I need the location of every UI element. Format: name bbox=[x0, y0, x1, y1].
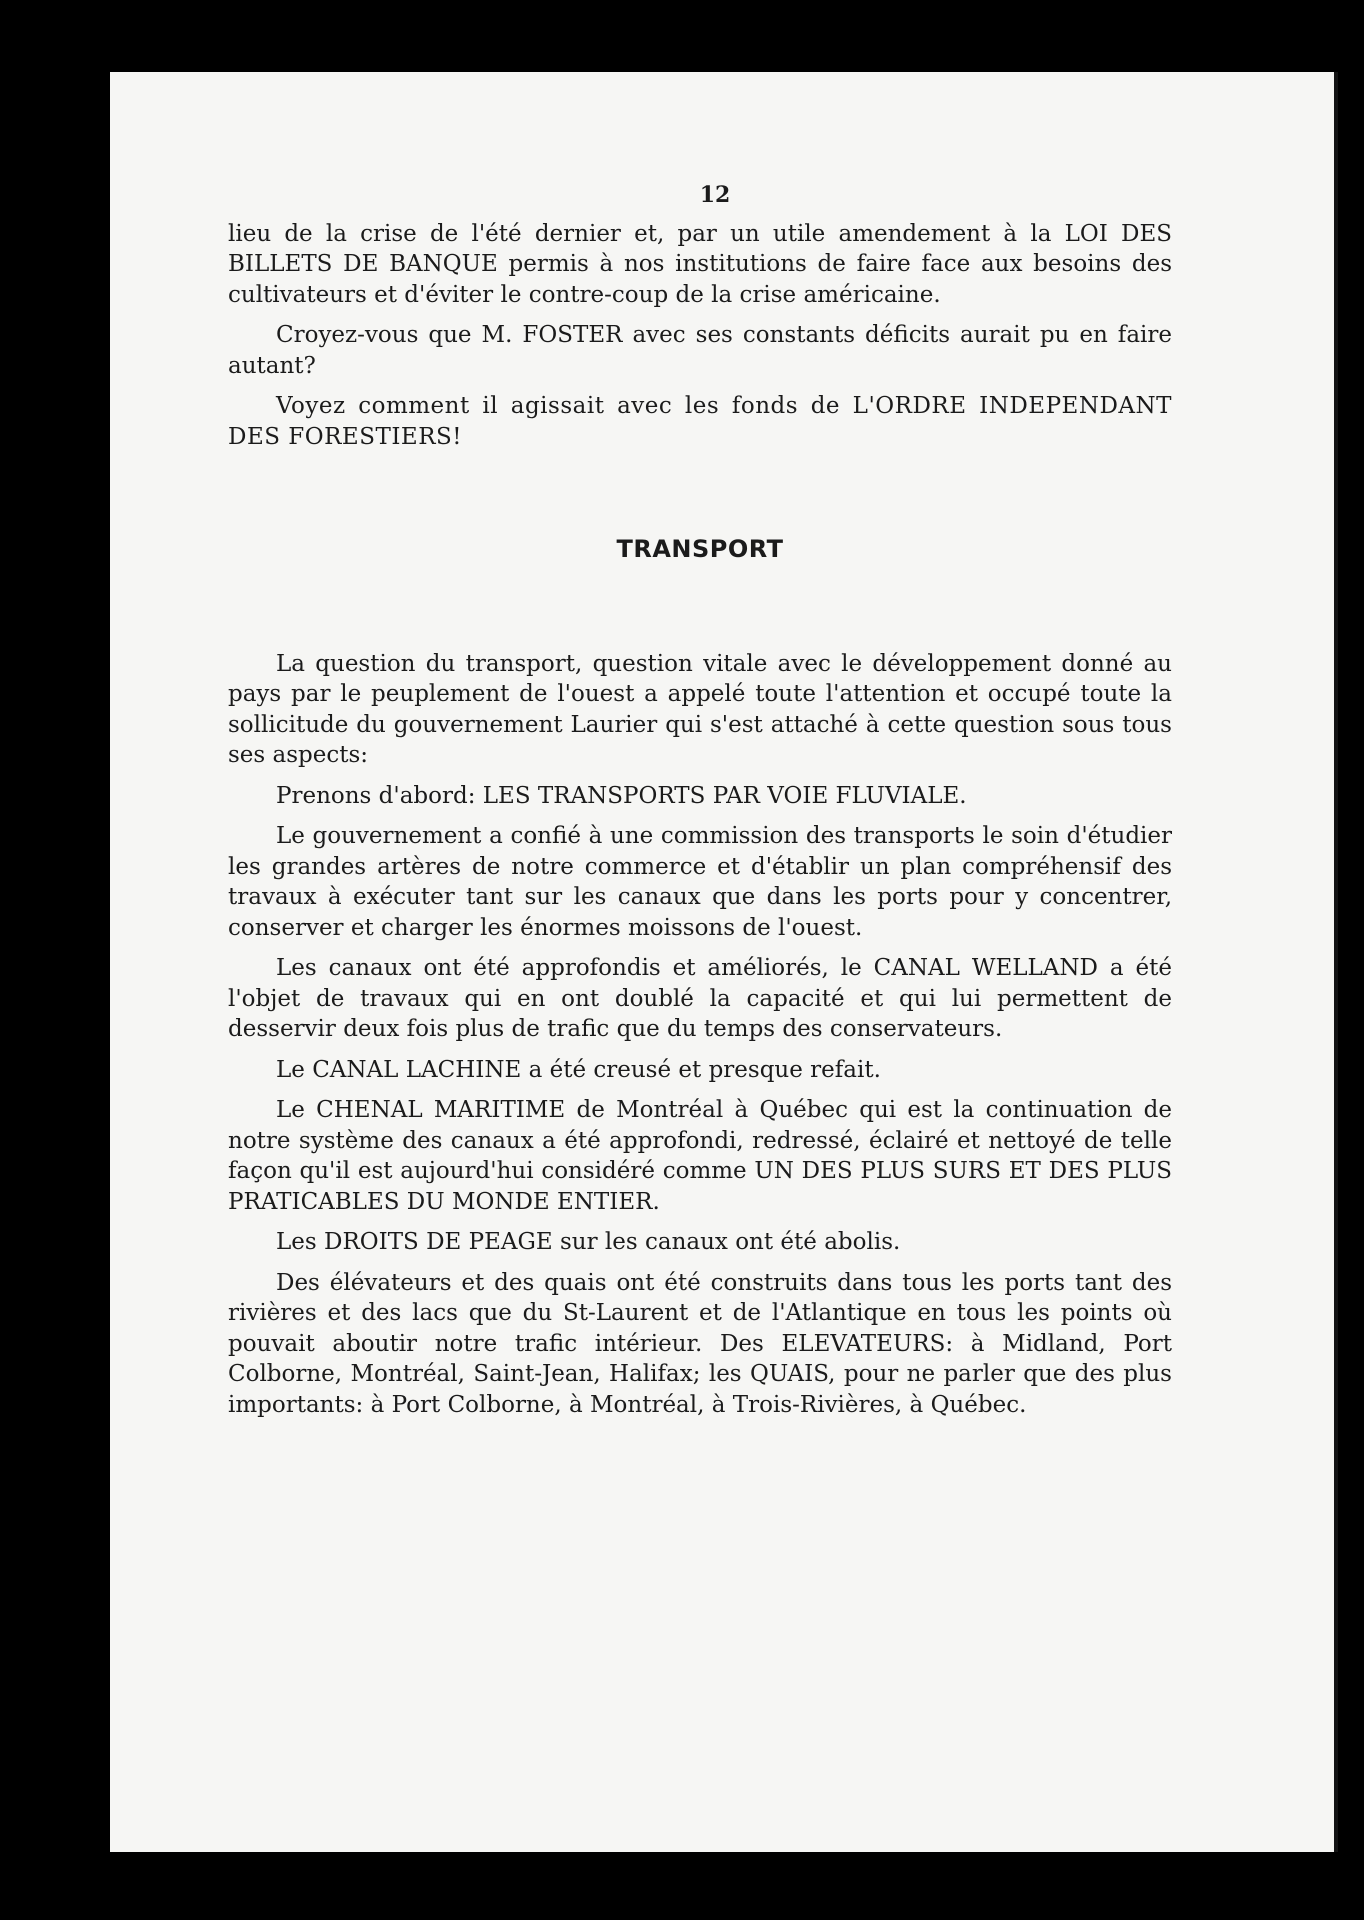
section-paragraph-4: Les canaux ont été approfondis et améliorés, le CANAL WELLAND a été l'objet de travaux qui en ont doublé la capacité et qui lui permettent de desservir deux fois plus de trafic que du temps des conservateurs. bbox=[228, 955, 1172, 1042]
section-paragraph-1: La question du transport, question vitale avec le développement donné au pays par le peuplement de l'ouest a appelé toute l'attention et occupé toute la sollicitude du gouvernement Laurier qui s'est attaché à cette question sous tous ses aspects: bbox=[228, 650, 1172, 768]
page-content bbox=[228, 180, 1172, 1430]
section-paragraph-8: Des élévateurs et des quais ont été construits dans tous les ports tant des rivières et des lacs que du St-Laurent et de l'Atlantique en tous les points où pouvait aboutir notre trafic intérieur. Des ELEVATEURS: à Midland, Port Colborne, Montréal, Saint-Jean, Halifax; les QUAIS, pour ne parler que des plus importants: à Port Colborne, à Montréal, à Trois-Rivières, à Québec. bbox=[228, 1269, 1172, 1418]
intro-paragraph-2: Croyez-vous que M. FOSTER avec ses constants déficits aurait pu en faire autant? bbox=[228, 322, 1172, 379]
section-paragraph-5: Le CANAL LACHINE a été creusé et presque refait. bbox=[276, 1056, 881, 1083]
page-edge-shadow bbox=[1334, 72, 1338, 1852]
intro-paragraph-3: Voyez comment il agissait avec les fonds de L'ORDRE INDEPENDANT DES FORESTIERS! bbox=[228, 393, 1172, 450]
page-number: 12 bbox=[699, 182, 731, 208]
section-paragraph-3: Le gouvernement a confié à une commission des transports le soin d'étudier les grandes artères de notre commerce et d'établir un plan compréhensif des travaux à exécuter tant sur les canaux que dans les ports pour y concentrer, conserver et charger les énormes moissons de l'ouest. bbox=[228, 823, 1172, 941]
section-paragraph-2: Prenons d'abord: LES TRANSPORTS PAR VOIE FLUVIALE. bbox=[276, 782, 967, 809]
section-paragraph-7: Les DROITS DE PEAGE sur les canaux ont été abolis. bbox=[276, 1229, 901, 1255]
intro-paragraph-1: lieu de la crise de l'été dernier et, par un utile amendement à la LOI DES BILLETS DE BANQUE permis à nos institutions de faire face aux besoins des cultivateurs et d'éviter le contre-coup de la crise américaine. bbox=[228, 220, 1172, 308]
section-heading: TRANSPORT bbox=[616, 535, 784, 563]
section-paragraph-6: Le CHENAL MARITIME de Montréal à Québec qui est la continuation de notre système des canaux a été approfondi, redressé, éclairé et nettoyé de telle façon qu'il est aujourd'hui considéré comme UN DES PLUS SURS ET DES PLUS PRATICABLES DU MONDE ENTIER. bbox=[228, 1097, 1172, 1215]
